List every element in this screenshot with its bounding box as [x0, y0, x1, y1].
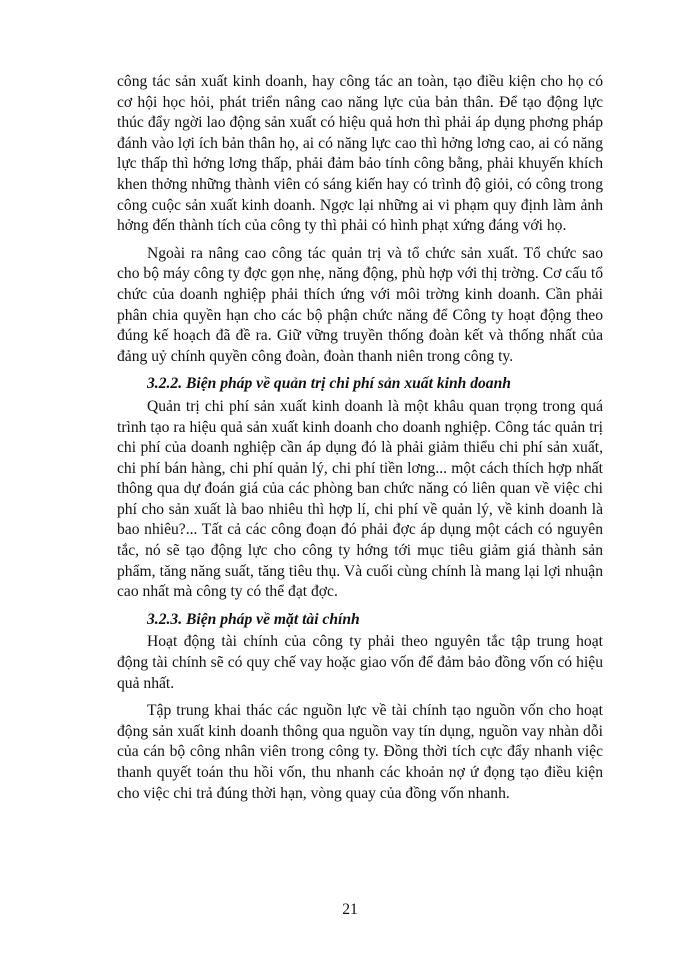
section-heading: 3.2.3. Biện pháp về mặt tài chính: [147, 610, 360, 628]
section-heading: 3.2.2. Biện pháp về quản trị chi phí sản xuất kinh doanh: [147, 375, 511, 393]
body-paragraph: Quản trị chi phí sản xuất kinh doanh là một khâu quan trọng trong quá trình tạo ra hiệu quả sản xuất kinh doanh cho doanh nghiệp. Công tác quản trị chi phí của doanh nghiệp cần áp dụng đó là phải giảm thiểu chi phí sản xuất, chi phí bán hàng, chi phí quản lý, chi phí tiền lơng... một cách thích hợp nhất thông qua dự đoán giá của các phòng ban chức năng có liên quan về việc chi phí cho sản xuất là bao nhiêu thì hợp lí, chi phí về quản lý, về kinh doanh là bao nhiêu?... Tất cả các công đoạn đó phải đợc áp dụng một cách có nguyên tắc, nó sẽ tạo động lực cho công ty hớng tới mục tiêu giảm giá thành sản phẩm, tăng năng suất, tăng tiêu thụ. Và cuối cùng chính là mang lại lợi nhuận cao nhất mà công ty có thể đạt đợc.: [117, 397, 603, 601]
page-number: 21: [342, 901, 358, 918]
body-paragraph: công tác sản xuất kinh doanh, hay công tác an toàn, tạo điều kiện cho họ có cơ hội học hỏi, phát triển nâng cao năng lực của bản thân. Để tạo động lực thúc đẩy ngời lao động sản xuất có hiệu quả hơn thì phải áp dụng phơng pháp đánh vào lợi ích bản thân họ, ai có năng lực cao thì hởng lơng cao, ai có năng lực thấp thì hởng lơng thấp, phải đảm bảo tính công bằng, phải khuyến khích khen thởng những thành viên có sáng kiến hay có trình độ giỏi, có công trong công cuộc sản xuất kinh doanh. Ngợc lại những ai vi phạm quy định làm ảnh hởng đến thành tích của công ty thì phải có hình phạt xứng đáng với họ.: [117, 73, 603, 235]
body-paragraph: Hoạt động tài chính của công ty phải theo nguyên tắc tập trung hoạt động tài chính sẽ có quy chế vay hoặc giao vốn để đảm bảo đồng vốn có hiệu quả nhất.: [117, 633, 603, 692]
body-paragraph: Ngoài ra nâng cao công tác quản trị và tổ chức sản xuất. Tổ chức sao cho bộ máy công ty đợc gọn nhẹ, năng động, phù hợp với thị trờng. Cơ cấu tổ chức của doanh nghiệp phải thích ứng với môi trờng kinh doanh. Cần phải phân chia quyền hạn cho các bộ phận chức năng để Công ty hoạt động theo đúng kế hoạch đã đề ra. Giữ vững truyền thống đoàn kết và thống nhất của đảng uỷ chính quyền công đoàn, đoàn thanh niên trong công ty.: [117, 244, 603, 365]
page-body: [117, 72, 603, 811]
body-paragraph: Tập trung khai thác các nguồn lực về tài chính tạo nguồn vốn cho hoạt động sản xuất kinh doanh thông qua nguồn vay tín dụng, nguồn vay nhàn dỗi của cán bộ công nhân viên trong công ty. Đồng thời tích cực đẩy nhanh việc thanh quyết toán thu hồi vốn, thu nhanh các khoản nợ ứ đọng tạo điều kiện cho việc chi trả đúng thời hạn, vòng quay của đồng vốn nhanh.: [117, 702, 603, 802]
